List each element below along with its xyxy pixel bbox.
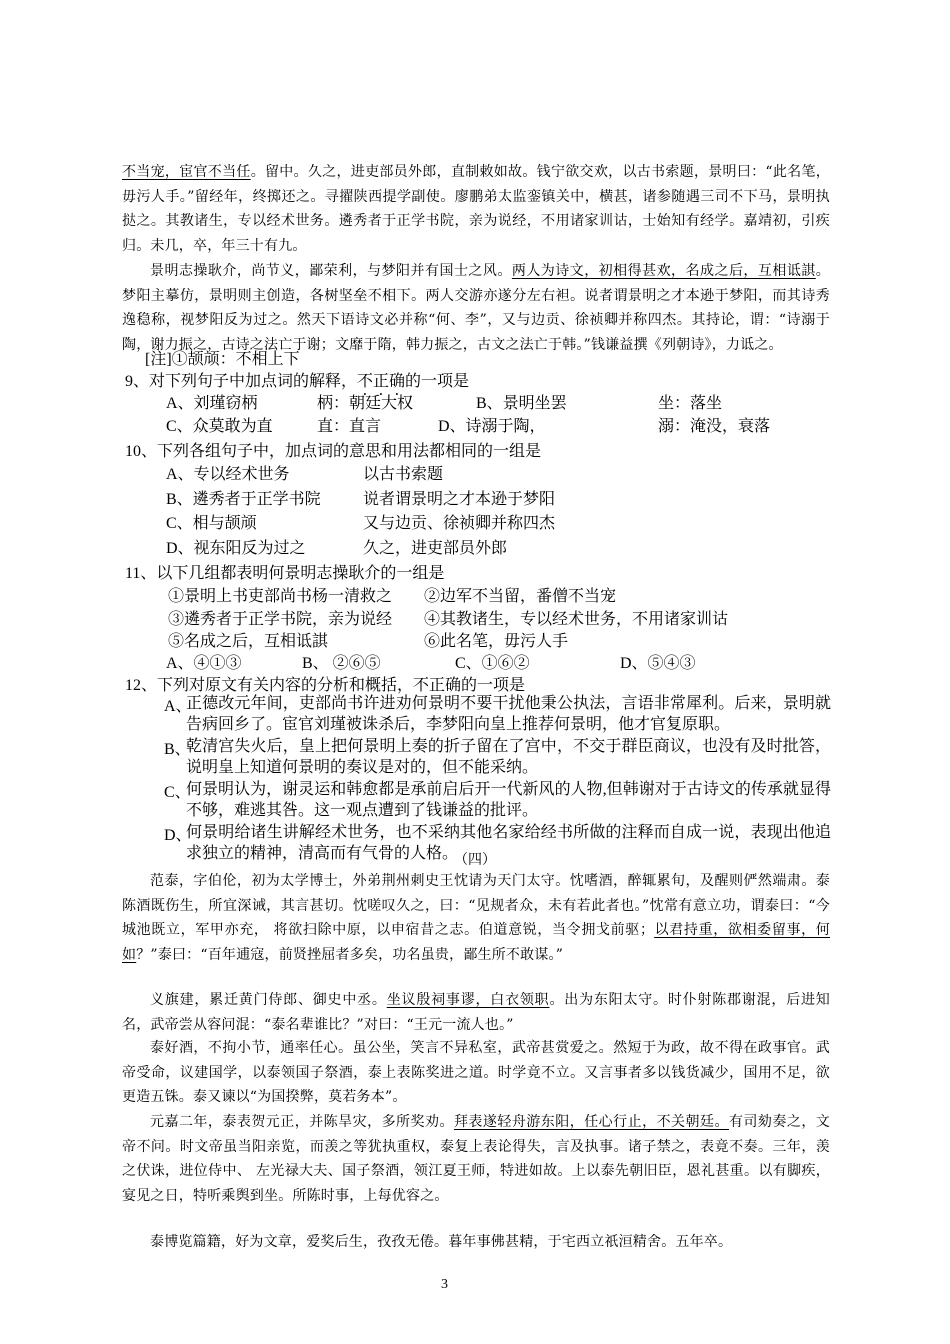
stem-text: 的一项是 <box>405 373 470 390</box>
emphasis-text: 不正确 <box>357 373 406 390</box>
annotation-note: [注]①颉颃：不相上下 <box>145 351 300 368</box>
question-9-option-b-gloss: 坐：落坐 <box>658 395 723 412</box>
question-11-option-b: B、 ②⑥⑤ <box>302 655 381 672</box>
paragraph-text: 义旗建，累迁黄门侍郎、御史中丞。 <box>150 992 387 1008</box>
question-11-item-6: ⑥此名笔，毋污人手 <box>424 633 569 650</box>
paragraph-text: 。出为东阳太守。时仆射陈郡谢混，后进知名，武帝尝从容问混：“泰名辈谁比？”对曰：“王元一流人也。” <box>122 992 830 1033</box>
paragraph-text: 景明志操耿介，尚节义，鄙荣利，与梦阳并有国士之风。 <box>150 263 512 279</box>
question-11-item-1: ①景明上书吏部尚书杨一清救之 <box>168 588 393 605</box>
passage3-paragraph-1 <box>122 160 830 258</box>
question-10-option-b-2: 说者谓景明之才本逊于梦阳 <box>363 491 556 508</box>
question-10-option-b-1: B、遴秀者于正学书院 <box>166 491 321 508</box>
question-11-option-c: C、①⑥② <box>455 655 530 672</box>
underlined-sentence: 以君持重，欲相委留事，何如 <box>122 922 830 963</box>
question-9-option-d: D、诗溺于陶， <box>438 418 546 435</box>
underlined-sentence: 不当宠，宦官不当任 <box>122 164 251 180</box>
paragraph-text: ？”泰曰：“百年逋寇，前贤挫屈者多矣，功名虽贵，鄙生所不敢谋。” <box>136 946 564 963</box>
underlined-sentence: 坐议殷祠事谬，白衣领职 <box>386 992 550 1008</box>
question-9-option-b: B、景明坐罢 <box>476 395 567 412</box>
passage4-paragraph-4 <box>122 1110 830 1208</box>
page-number: 3 <box>441 1277 448 1292</box>
question-11-option-a: A、④①③ <box>166 655 242 672</box>
question-10-stem: 10、下列各组句子中，加点词的意思和用法都相同的一组是 <box>125 443 542 460</box>
passage4-paragraph-2 <box>122 988 830 1037</box>
question-12-option-d: 何景明给诸生讲解经术世务，也不采纳其他名家给经书所做的注释而自成一说，表现出他追求独立的精神，清高而有气骨的人格。 <box>186 824 831 862</box>
question-9-option-c: C、众莫敢为直 <box>166 418 273 435</box>
question-10-option-d-1: D、视东阳反为过之 <box>166 540 306 557</box>
underlined-sentence: 拜表遂轻舟游东阳，任心行止，不关朝廷。 <box>453 1114 729 1130</box>
question-11-stem: 11、以下几组都表明何景明志操耿介的一组是 <box>125 565 445 582</box>
question-11-option-d: D、⑤④③ <box>620 655 696 672</box>
question-9-option-a-gloss: 柄：朝廷大权 <box>317 395 414 412</box>
question-12-option-a-label: A、 <box>164 698 192 715</box>
question-12-stem: 12、下列对原文有关内容的分析和概括，不正确的一项是 <box>125 677 526 694</box>
question-12-option-d-label: D、 <box>164 827 192 844</box>
question-10-option-a-1: A、专以经术世务 <box>166 466 290 483</box>
paragraph-text: 。梦阳主摹仿，景明则主创造，各树坚垒不相下。两人交游亦遂分左右袒。说者谓景明之才本逊于梦阳，而其诗秀逸稳称，视梦阳反为过之。然天下语诗文必并称“何、李”，又与边贡、徐祯卿并称四杰。其持论，谓：“诗溺于陶，谢力振之，古诗之法亡于谢；文靡于隋，韩力振之，古文之法亡于韩。”钱谦益撰《列朝诗》，力诋之。 <box>122 263 830 353</box>
passage4-paragraph-3: 泰好酒，不拘小节，通率任心。虽公坐，笑言不异私室，武帝甚赏爱之。然短于为政，故不得在政事官。武帝受命，议建国学，以泰领国子祭酒，泰上表陈奖进之道。时学竟不立。又言事者多以钱货减少，国用不足，欲更造五铢。泰又谏以“为国揆弊，莫若务本”。 <box>122 1040 830 1105</box>
question-12-option-a: 正德改元年间，吏部尚书许进劝何景明不要干扰他秉公执法，言语非常犀利。后来，景明就告病回乡了。宦官刘瑾被诛杀后，李梦阳向皇上推荐何景明，他才官复原职。 <box>186 695 831 733</box>
question-9-option-d-gloss: 溺：淹没，衰落 <box>658 418 771 435</box>
question-9-option-a: A、刘瑾窃柄 <box>166 395 258 412</box>
passage4-paragraph-1 <box>122 869 830 967</box>
question-12-option-b-label: B、 <box>164 741 191 758</box>
question-11-item-3: ③遴秀者于正学书院，亲为说经 <box>168 611 393 628</box>
question-10-option-a-2: 以古书索题 <box>363 466 444 483</box>
paragraph-text: 元嘉二年，泰表贺元正，并陈旱灾，多所奖劝。 <box>150 1114 454 1130</box>
section-heading: （四） <box>454 853 496 868</box>
paragraph-text: 有司劾奏之，文帝不问。时文帝虽当阳亲览，而羡之等犹执重权，泰复上表论得失，言及执事。诸子禁之，表竟不奏。三年，羡之伏诛，进位侍中、 左光禄大夫、国子祭酒，领江夏王师，特进如故。上以泰先朝旧臣，恩礼甚重。以有脚疾，宴见之日，特听乘舆到坐。所陈时事，上每优容之。 <box>122 1114 830 1204</box>
underlined-sentence: 两人为诗文，初相得甚欢，名成之后，互相诋諆 <box>511 263 816 279</box>
passage4-paragraph-5: 泰博览篇籍，好为文章，爱奖后生，孜孜无倦。暮年事佛甚精，于宅西立祇洹精舍。五年卒。 <box>150 1234 733 1250</box>
question-12-option-c-label: C、 <box>164 784 191 801</box>
question-10-option-c-1: C、相与颉颃 <box>166 515 257 532</box>
question-11-item-5: ⑤名成之后，互相诋諆 <box>168 633 329 650</box>
question-10-option-c-2: 又与边贡、徐祯卿并称四杰 <box>363 515 556 532</box>
question-10-option-d-2: 久之，进吏部员外郎 <box>363 540 508 557</box>
stem-text: 9、对下列句子中加点词的解释， <box>125 373 358 390</box>
passage3-paragraph-2 <box>122 259 830 357</box>
question-12-option-c: 何景明认为，谢灵运和韩愈都是承前启后开一代新风的人物,但韩谢对于古诗文的传承就显得不够，难逃其咎。这一观点遭到了钱谦益的批评。 <box>186 781 831 819</box>
question-11-item-4: ④其教诸生，专以经术世务，不用诸家训诂 <box>424 611 729 628</box>
paragraph-text: 范泰，字伯伦，初为太学博士，外弟荆州刺史王忱请为天门太守。忱嗜酒，醉辄累旬，及醒则俨然端肃。泰陈酒既伤生，所宜深诫，其言甚切。忱嗟叹久之，曰：“见规者众，未有若此者也。”忱常有意立功，谓泰曰：“今城池既立，军甲亦充， 将欲扫除中原，以申宿昔之志。伯道意锐，当令拥戈前驱； <box>122 873 830 938</box>
question-9-option-c-gloss: 直：直言 <box>317 418 382 435</box>
question-12-option-b: 乾清宫失火后，皇上把何景明上奏的折子留在了宫中，不交于群臣商议，也没有及时批答，说明皇上知道何景明的奏议是对的，但不能采纳。 <box>186 738 831 776</box>
question-11-item-2: ②边军不当留，番僧不当宠 <box>424 588 617 605</box>
paragraph-text: 。留中。久之，进吏部员外郎，直制敕如故。钱宁欲交欢，以古书索题，景明曰：“此名笔，毋污人手。”留经年，终掷还之。寻擢陕西提学副使。廖鹏弟太监銮镇关中，横甚，诸参随遇三司不下马，景明执挞之。其教诸生，专以经术世务。遴秀者于正学书院，亲为说经，不用诸家训诂，士始知有经学。嘉靖初，引疾归。未几，卒，年三十有九。 <box>122 164 830 254</box>
